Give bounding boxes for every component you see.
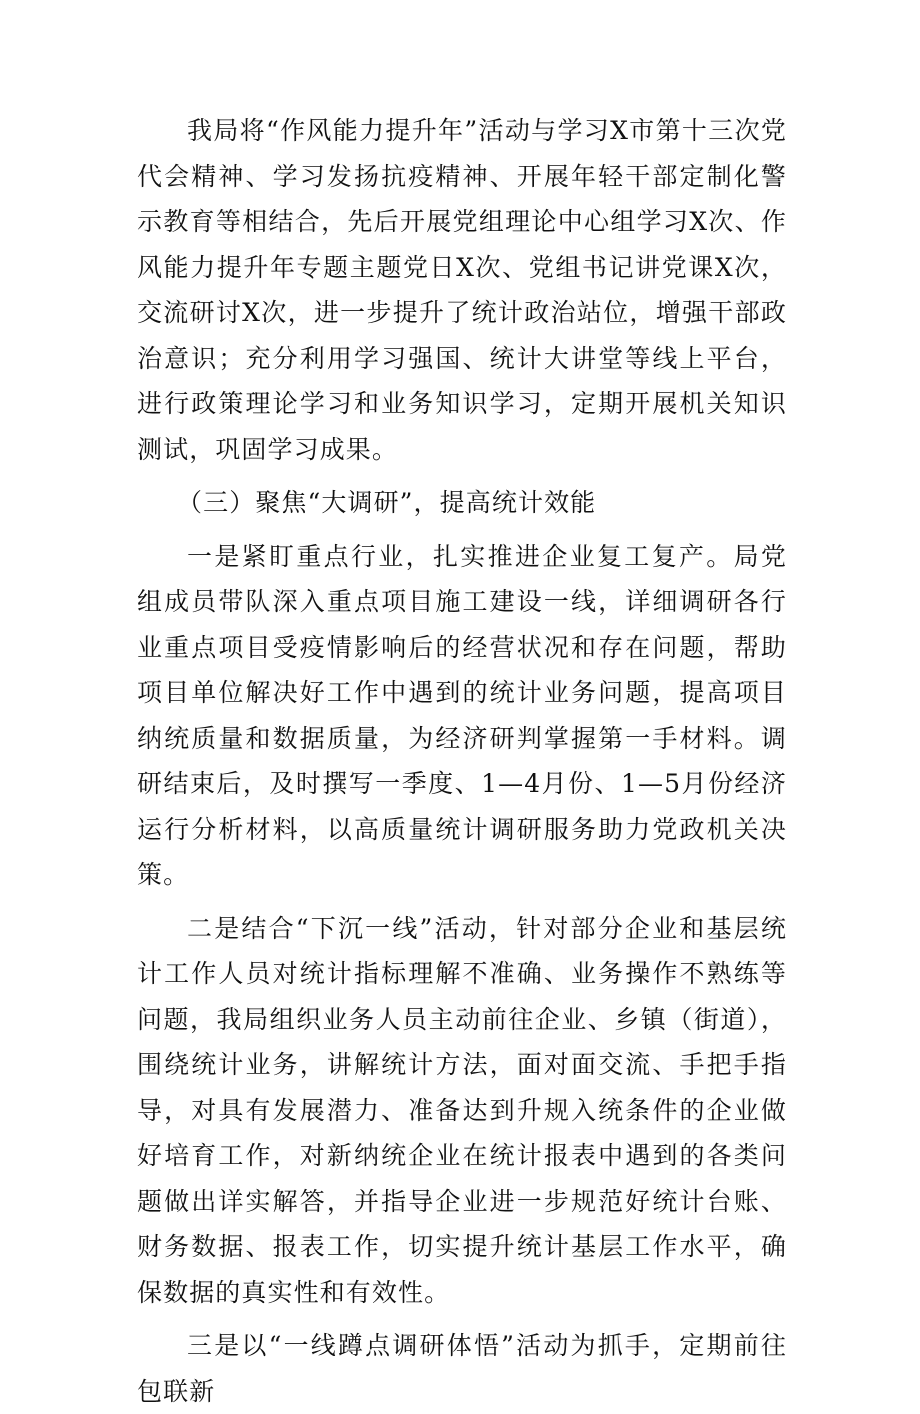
paragraph-three: 三是以“一线蹲点调研体悟”活动为抓手，定期前往包联新 [137,1331,787,1406]
paragraph-intro: 我局将“作风能力提升年”活动与学习X市第十三次党代会精神、学习发扬抗疫精神、开展年轻干部定制化警示教育等相结合，先后开展党组理论中心组学习X次、作风能力提升年专题主题党日X次、党组书记讲党课X次，交流研讨X次，进一步提升了统计政治站位，增强干部政治意识；充分利用学习强国、统计大讲堂等线上平台，进行政策理论学习和业务知识学习，定期开展机关知识测试，巩固学习成果。 [137,116,787,464]
spacer [137,1315,787,1323]
paragraph-two: 二是结合“下沉一线”活动，针对部分企业和基层统计工作人员对统计指标理解不准确、业务操作不熟练等问题，我局组织业务人员主动前往企业、乡镇（街道），围绕统计业务，讲解统计方法，面对面交流、手把手指导，对具有发展潜力、准备达到升规入统条件的企业做好培育工作，对新纳统企业在统计报表中遇到的各类问题做出详实解答，并指导企业进一步规范好统计台账、财务数据、报表工作，切实提升统计基层工作水平，确保数据的真实性和有效性。 [137,913,787,1307]
spacer [137,526,787,534]
spacer [137,898,787,906]
document-body [137,108,787,1414]
section-heading: （三）聚焦“大调研”，提高统计效能 [177,488,597,517]
spacer [137,472,787,480]
paragraph-one: 一是紧盯重点行业，扎实推进企业复工复产。局党组成员带队深入重点项目施工建设一线，详细调研各行业重点项目受疫情影响后的经营状况和存在问题，帮助项目单位解决好工作中遇到的统计业务问题，提高项目纳统质量和数据质量，为经济研判掌握第一手材料。调研结束后，及时撰写一季度、1—4月份、1—5月份经济运行分析材料，以高质量统计调研服务助力党政机关决策。 [137,541,787,889]
